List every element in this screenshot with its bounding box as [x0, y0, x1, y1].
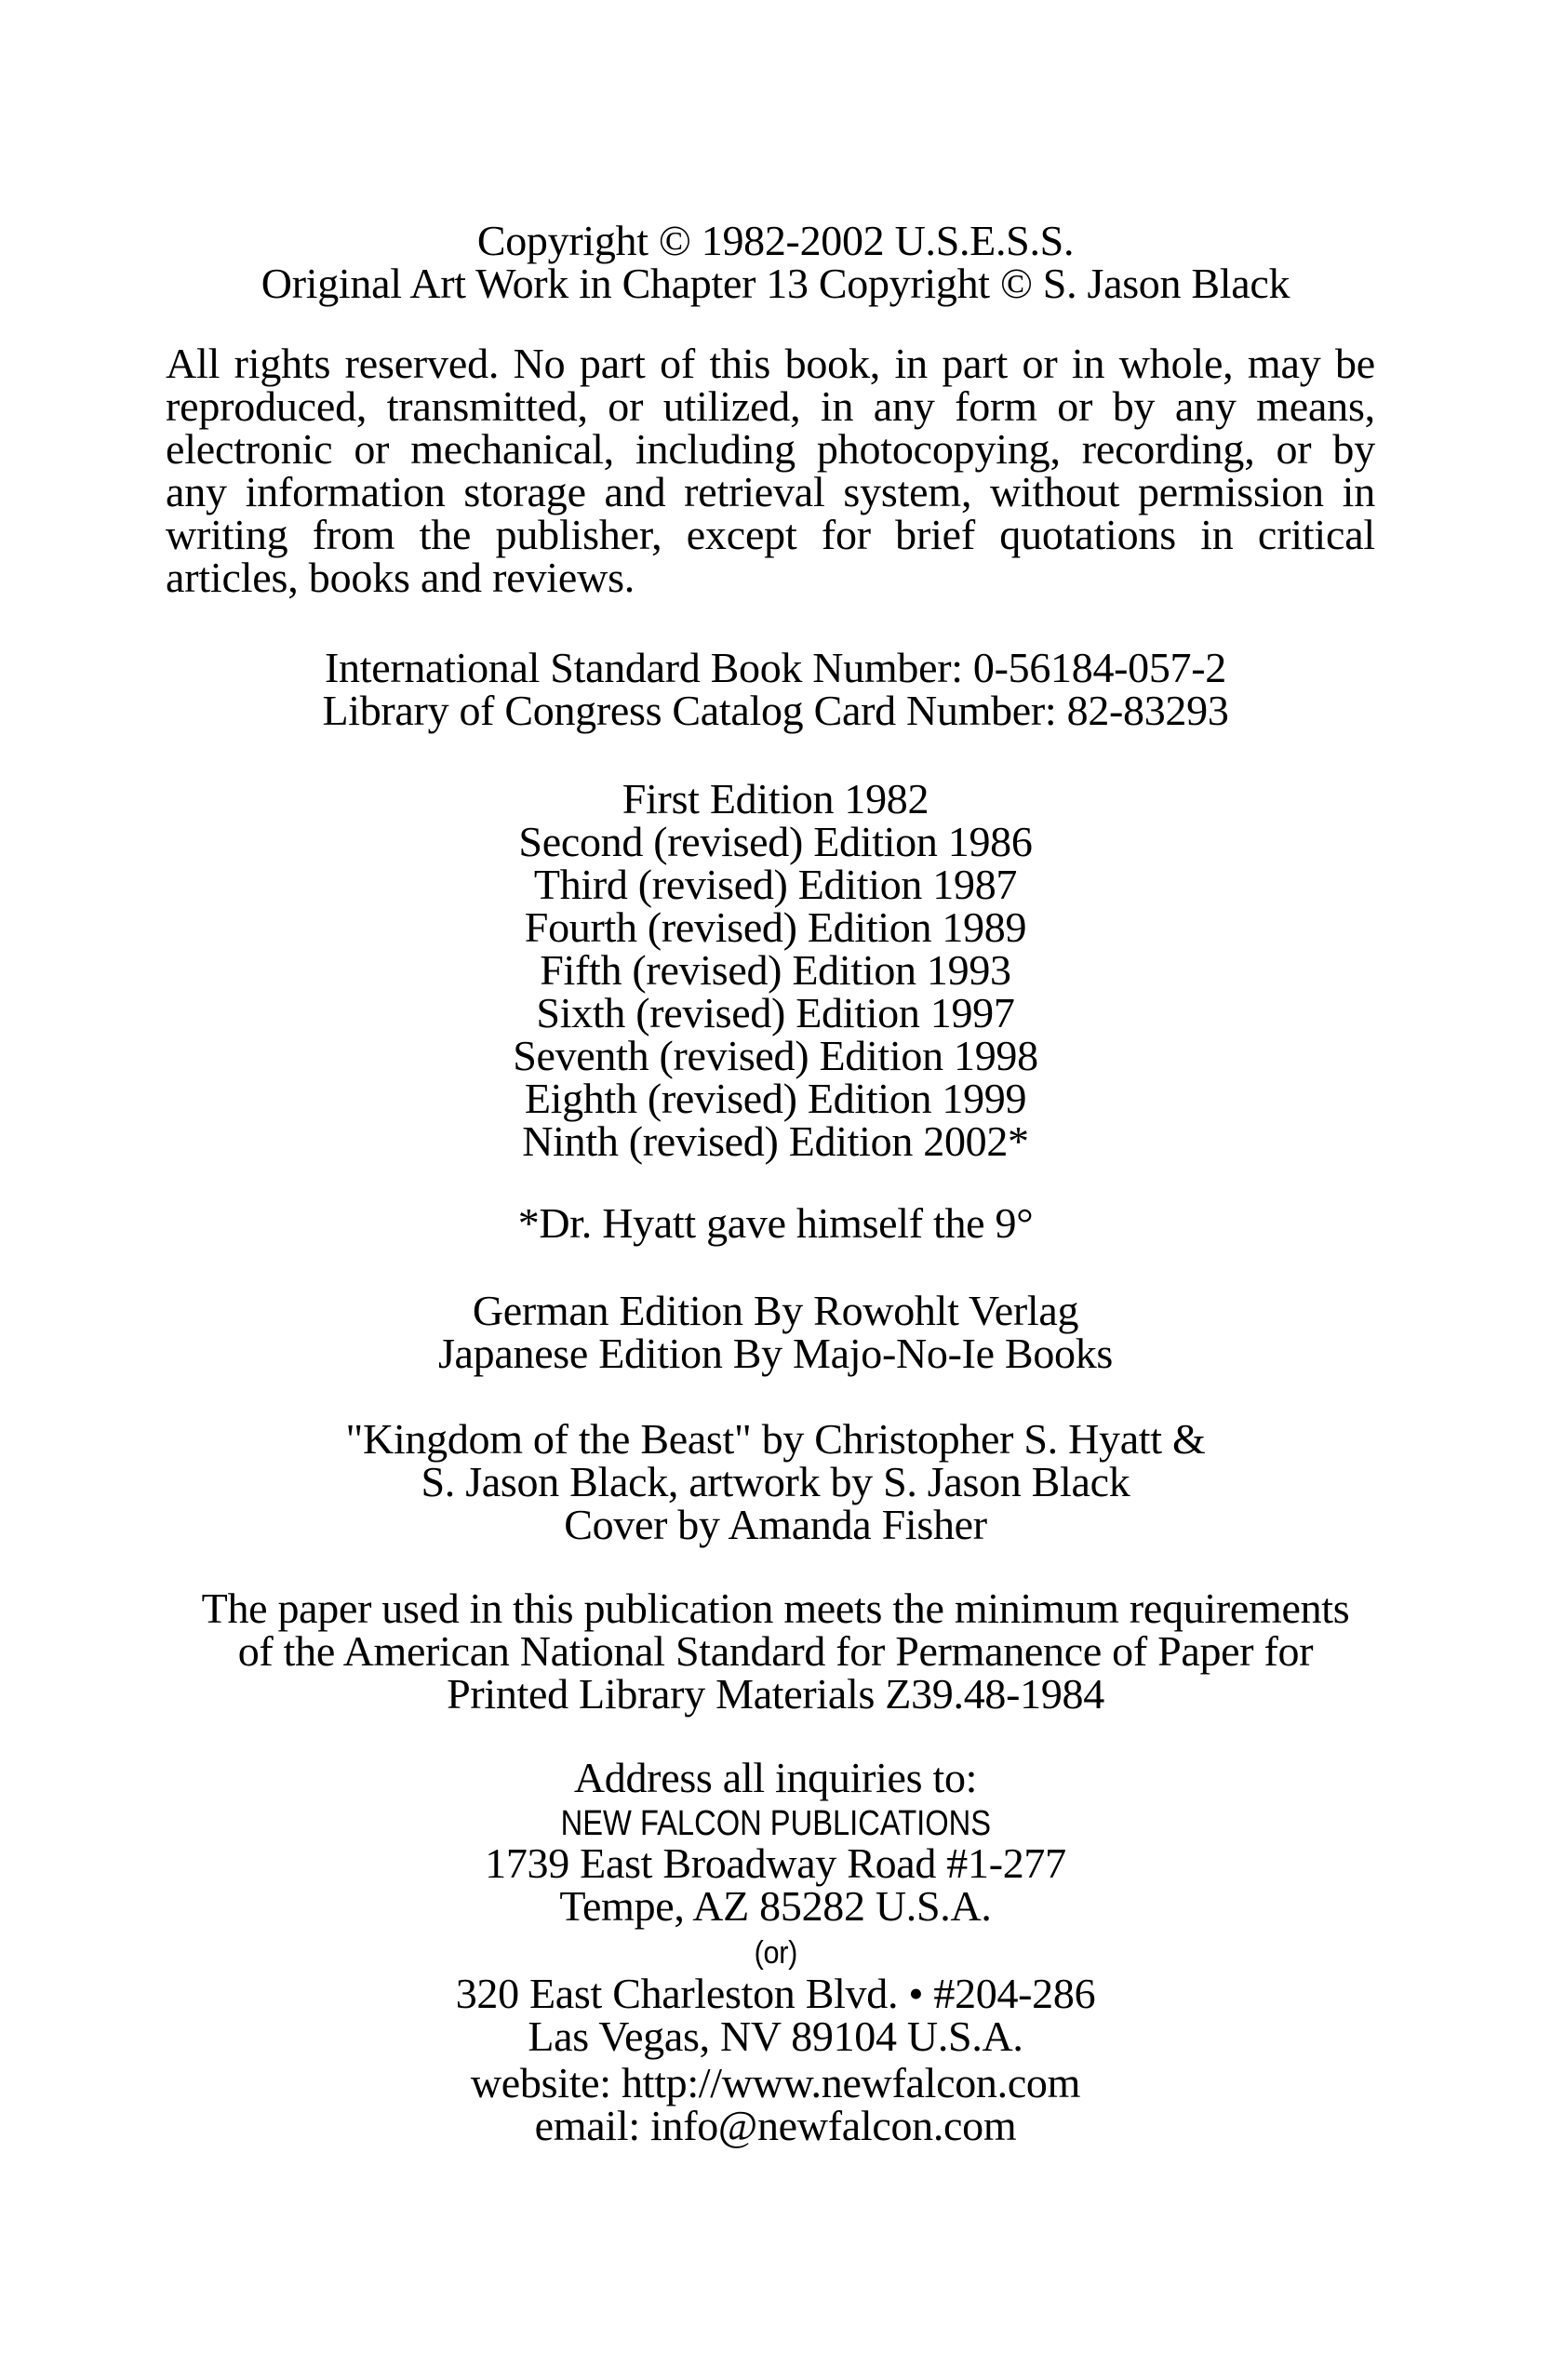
paper-notice — [140, 1584, 1411, 1718]
address-street: 320 East Charleston Blvd. • #204-286 — [455, 1970, 1096, 2017]
credit-line: Cover by Amanda Fisher — [564, 1501, 987, 1548]
address-city: Las Vegas, NV 89104 U.S.A. — [528, 2012, 1023, 2060]
copyright-line: Copyright © 1982-2002 U.S.E.S.S. — [476, 217, 1075, 264]
edition-item: Second (revised) Edition 1986 — [518, 818, 1033, 865]
edition-item: Ninth (revised) Edition 2002* — [522, 1117, 1029, 1165]
art-copyright-line: Original Art Work in Chapter 13 Copyright © S. Jason Black — [261, 260, 1290, 307]
edition-item: Third (revised) Edition 1987 — [533, 861, 1018, 908]
paper-notice-line: The paper used in this publication meets the minimum requirements — [201, 1584, 1350, 1632]
rights-line: All rights reserved. No part of this book, in part or in whole, may be — [166, 340, 1375, 387]
credit-line: S. Jason Black, artwork by S. Jason Black — [421, 1458, 1130, 1505]
edition-item: Fifth (revised) Edition 1993 — [540, 946, 1011, 994]
lccn: Library of Congress Catalog Card Number: 82-83293 — [322, 687, 1229, 734]
edition-history — [140, 775, 1411, 1165]
paper-notice-line: Printed Library Materials Z39.48-1984 — [447, 1670, 1104, 1718]
credit-line: "Kingdom of the Beast" by Christopher S. Hyatt & — [345, 1415, 1206, 1463]
or-separator: (or) — [754, 1935, 797, 1971]
address-street: 1739 East Broadway Road #1-277 — [485, 1839, 1066, 1887]
isbn: International Standard Book Number: 0-56184-057-2 — [325, 644, 1226, 691]
address-block — [140, 1754, 1411, 2060]
footnote-text: *Dr. Hyatt gave himself the 9° — [517, 1199, 1034, 1247]
copyright-block — [140, 217, 1411, 307]
rights-line: articles, books and reviews. — [166, 554, 635, 601]
rights-reserved-paragraph — [166, 342, 1375, 599]
website: website: http://www.newfalcon.com — [470, 2059, 1081, 2106]
rights-line: electronic or mechanical, including photocopying, recording, or by — [166, 425, 1375, 473]
rights-line: writing from the publisher, except for brief quotations in critical — [166, 511, 1375, 558]
address-city: Tempe, AZ 85282 U.S.A. — [559, 1882, 992, 1930]
paper-notice-line: of the American National Standard for Permanence of Paper for — [237, 1627, 1314, 1675]
identifiers-block — [140, 644, 1411, 734]
edition-item: Sixth (revised) Edition 1997 — [536, 989, 1015, 1036]
edition-item: Fourth (revised) Edition 1989 — [524, 903, 1027, 951]
contact-block — [140, 2059, 1411, 2149]
credits — [140, 1415, 1411, 1548]
address-intro: Address all inquiries to: — [573, 1754, 978, 1801]
edition-item: First Edition 1982 — [622, 775, 929, 822]
edition-item: Eighth (revised) Edition 1999 — [524, 1075, 1027, 1122]
rights-line: any information storage and retrieval system, without permission in — [166, 468, 1375, 515]
foreign-editions — [140, 1287, 1411, 1377]
foreign-edition-item: German Edition By Rowohlt Verlag — [472, 1287, 1079, 1334]
foreign-edition-item: Japanese Edition By Majo-No-Ie Books — [437, 1330, 1114, 1377]
edition-item: Seventh (revised) Edition 1998 — [513, 1032, 1038, 1079]
publisher-name: NEW FALCON PUBLICATIONS — [560, 1804, 991, 1843]
rights-line: reproduced, transmitted, or utilized, in any form or by any means, — [166, 382, 1375, 430]
email: email: info@newfalcon.com — [534, 2102, 1017, 2149]
footnote — [140, 1199, 1411, 1247]
